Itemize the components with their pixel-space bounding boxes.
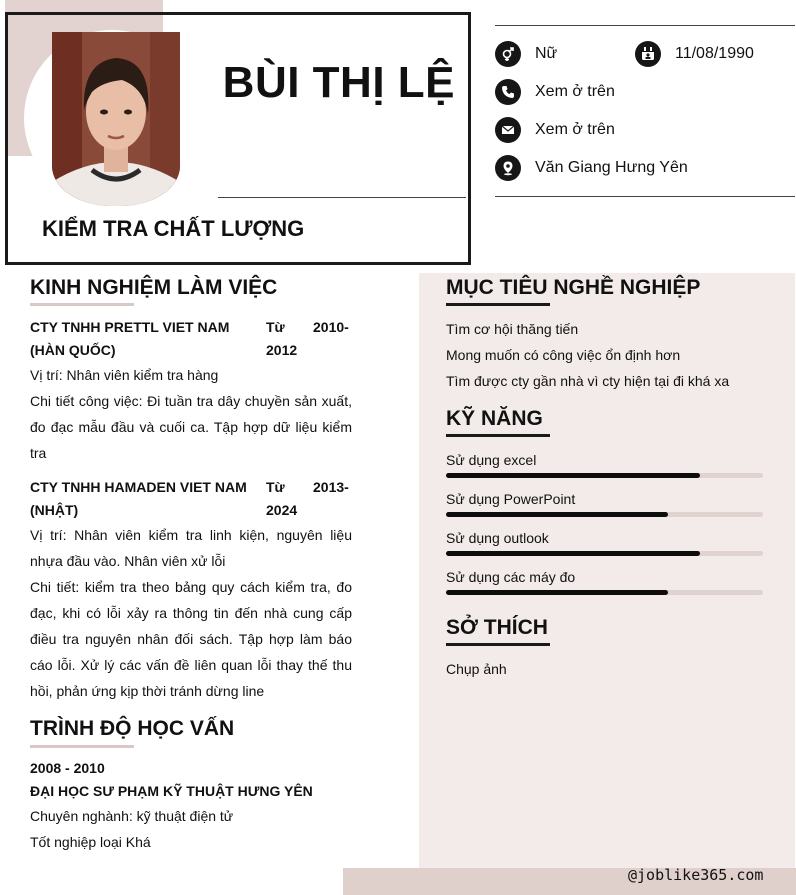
avatar (52, 32, 180, 206)
job2-details: Chi tiết: kiểm tra theo bảng quy cách kiểm tra, đo đạc, khi có lỗi xảy ra thông tin đến nhà cung cấp điều tra nguyên nhân đối sách. Tập hợp làm báo cáo lỗi. Xử lý các vấn đề liên quan lỗi thay thế thu hồi, phản ứng kịp thời tránh dừng line (30, 579, 352, 699)
job2-company: CTY TNHH HAMADEN VIET NAM (30, 479, 247, 495)
skill-bar-fill (446, 590, 668, 595)
hobbies-heading: SỞ THÍCH (446, 616, 548, 639)
objective-item: Mong muốn có công việc ổn định hơn (446, 347, 681, 363)
job1-country: (HÀN QUỐC) (30, 342, 116, 358)
education-major: Chuyên nghành: kỹ thuật điện tử (30, 808, 234, 824)
education-period: 2008 - 2010 (30, 760, 105, 776)
name-divider (218, 197, 466, 198)
job1-period-from: Từ (266, 319, 285, 335)
birthday-icon (635, 41, 661, 67)
contact-bottom-divider (495, 196, 795, 197)
phone-icon (495, 79, 521, 105)
experience-heading: KINH NGHIỆM LÀM VIỆC (30, 276, 278, 299)
education-heading: TRÌNH ĐỘ HỌC VẤN (30, 717, 235, 740)
objective-underline (446, 303, 550, 306)
skill-bar-track (446, 551, 763, 556)
education-underline (30, 745, 134, 748)
objective-item: Tìm được cty gần nhà vì cty hiện tại đi khá xa (446, 373, 730, 389)
job1-position: Vị trí: Nhân viên kiểm tra hàng (30, 367, 219, 383)
skill-bar-track (446, 590, 763, 595)
gender-icon (495, 41, 521, 67)
job1-period-start: 2010- (313, 319, 349, 335)
gender-value: Nữ (535, 45, 558, 62)
email-value: Xem ở trên (535, 121, 615, 138)
email-icon (495, 117, 521, 143)
job-title: KIỂM TRA CHẤT LƯỢNG (42, 216, 305, 241)
location-icon (495, 155, 521, 181)
job1-details: Chi tiết công việc: Đi tuần tra dây chuyền sản xuất, đo đạc mẫu đầu và cuối ca. Tập hợp dữ liệu kiểm tra (30, 393, 352, 461)
skill-bar-track (446, 512, 763, 517)
hobby-item: Chụp ảnh (446, 661, 507, 677)
job1-company: CTY TNHH PRETTL VIET NAM (30, 319, 230, 335)
job2-country: (NHẬT) (30, 502, 79, 518)
contact-top-divider (495, 25, 795, 26)
skill-bar-fill (446, 512, 668, 517)
experience-underline (30, 303, 134, 306)
education-grade: Tốt nghiệp loại Khá (30, 834, 151, 850)
skill-label: Sử dụng excel (446, 452, 537, 468)
skill-bar-track (446, 473, 763, 478)
skills-underline (446, 434, 550, 437)
job1-period-end: 2012 (266, 342, 298, 358)
skill-label: Sử dụng outlook (446, 530, 549, 546)
job2-position: Vị trí: Nhân viên kiểm tra linh kiện, nguyên liệu nhựa đầu vào. Nhân viên xử lỗi (30, 527, 352, 569)
skill-label: Sử dụng PowerPoint (446, 491, 576, 507)
phone-value: Xem ở trên (535, 83, 615, 100)
job2-period-end: 2024 (266, 502, 298, 518)
skills-heading: KỸ NĂNG (446, 407, 543, 430)
objective-heading: MỤC TIÊU NGHỀ NGHIỆP (446, 276, 701, 299)
objective-item: Tìm cơ hội thăng tiến (446, 321, 579, 337)
candidate-name: BÙI THỊ LỆ (222, 58, 455, 107)
skill-label: Sử dụng các máy đo (446, 569, 576, 585)
skill-bar-fill (446, 551, 700, 556)
footer-site: @joblike365.com (628, 866, 764, 884)
education-school: ĐẠI HỌC SƯ PHẠM KỸ THUẬT HƯNG YÊN (30, 783, 313, 799)
skill-bar-fill (446, 473, 700, 478)
address-value: Văn Giang Hưng Yên (535, 159, 688, 176)
hobbies-underline (446, 643, 550, 646)
job2-period-start: 2013- (313, 479, 349, 495)
birthdate-value: 11/08/1990 (675, 45, 754, 62)
job2-period-from: Từ (266, 479, 285, 495)
